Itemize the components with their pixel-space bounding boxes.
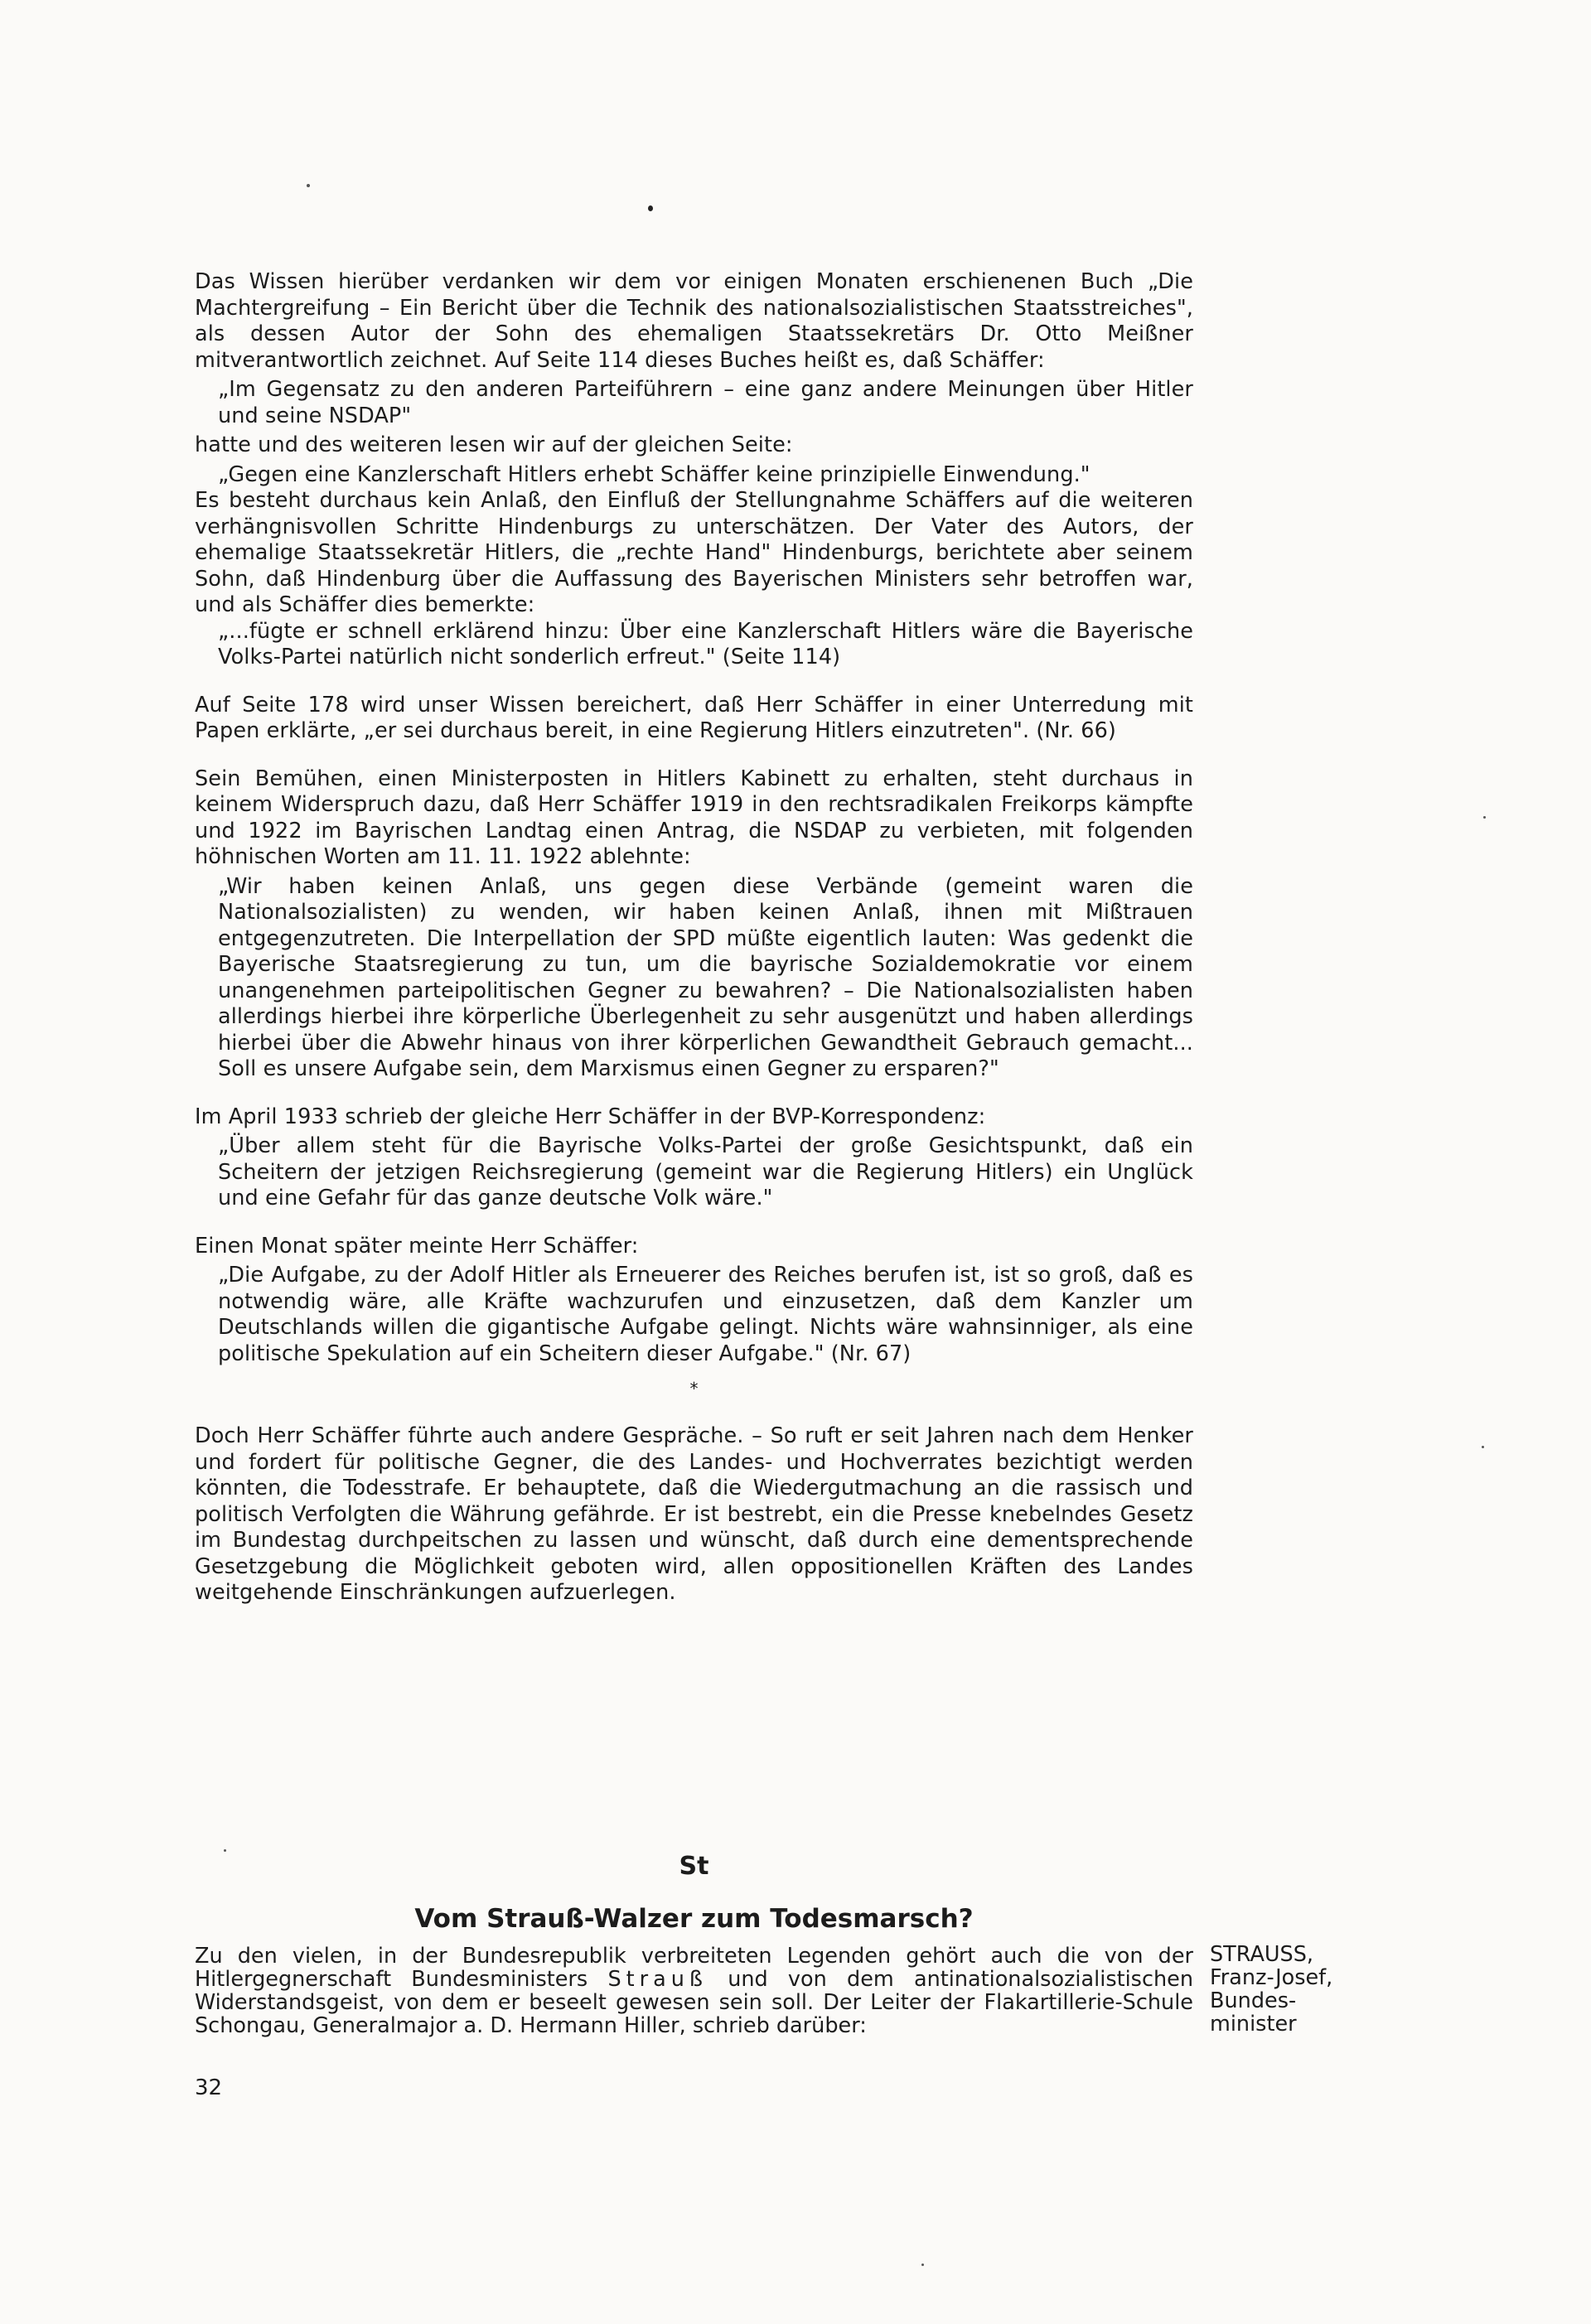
section-text: und von dem antinationalsozialistischen Widerstandsgeist, von dem er beseelt gewesen sein soll. Der Leiter der Flakartillerie-Schule Schongau, Generalmajor a. D. Hermann Hiller, schrieb darüber: bbox=[195, 1967, 1194, 2038]
paragraph: Einen Monat später meinte Herr Schäffer: bbox=[195, 1233, 639, 1259]
highlighted-name: Strauß bbox=[607, 1967, 708, 1992]
section-paragraph bbox=[195, 1945, 1193, 2037]
section-title: Vom Strauß-Walzer zum Todesmarsch? bbox=[414, 1904, 974, 1934]
margin-note-line: Bundes- bbox=[1210, 1988, 1297, 2013]
ink-speck bbox=[921, 2264, 924, 2266]
ink-speck bbox=[1482, 1446, 1484, 1448]
paragraph: Auf Seite 178 wird unser Wissen bereichert, daß Herr Schäffer in einer Unterredung mit Papen erklärte, „er sei durchaus bereit, in eine Regierung Hitlers einzutreten". (Nr. 66) bbox=[195, 692, 1193, 743]
margin-note-line: minister bbox=[1210, 2012, 1297, 2037]
ink-speck bbox=[1483, 816, 1486, 819]
section bbox=[195, 1852, 1193, 2037]
section-letter: St bbox=[679, 1852, 709, 1881]
paragraph: Sein Bemühen, einen Ministerposten in Hitlers Kabinett zu erhalten, steht durchaus in keinem Widerspruch dazu, daß Herr Schäffer 1919 in den rechtsradikalen Freikorps kämpfte und 1922 im Bayrischen Landtag einen Antrag, die NSDAP zu verbieten, mit folgenden höhnischen Worten am 11. 11. 1922 ablehnte: bbox=[195, 766, 1193, 869]
paragraph: Doch Herr Schäffer führte auch andere Gespräche. – So ruft er seit Jahren nach dem Henker und fordert für politische Gegner, die des Landes- und Hochverrates bezichtigt werden könnten, die Todesstrafe. Er behauptete, daß die Wiedergutmachung an die rassisch und politisch Verfolgten die Währung gefährde. Er ist bestrebt, ein die Presse knebelndes Gesetz im Bundestag durchpeitschen zu lassen und wünscht, daß durch eine dementsprechende Gesetzgebung die Möglichkeit geboten wird, allen oppositionellen Kräften des Landes weitgehende Einschränkungen aufzuerlegen. bbox=[195, 1423, 1193, 1605]
paragraph: Im April 1933 schrieb der gleiche Herr Schäffer in der BVP-Korrespondenz: bbox=[195, 1104, 986, 1129]
paragraph: Das Wissen hierüber verdanken wir dem vor einigen Monaten erschienenen Buch „Die Machtergreifung – Ein Bericht über die Technik des nationalsozialistischen Staatsstreiches", als dessen Autor der Sohn des ehemaligen Staatssekretärs Dr. Otto Meißner mitverantwortlich zeichnet. Auf Seite 114 dieses Buches heißt es, daß Schäffer: bbox=[195, 269, 1193, 373]
paragraph: hatte und des weiteren lesen wir auf der gleichen Seite: bbox=[195, 432, 793, 457]
main-text bbox=[195, 269, 1193, 1607]
ink-mark bbox=[648, 205, 653, 211]
margin-note-line: Franz-Josef, bbox=[1210, 1965, 1333, 1990]
section-separator: * bbox=[689, 1379, 699, 1399]
margin-note bbox=[1210, 1943, 1342, 2036]
quote: „Wir haben keinen Anlaß, uns gegen diese Verbände (gemeint waren die Nationalsozialisten) zu wenden, wir haben keinen Anlaß, ihnen mit Mißtrauen entgegenzutreten. Die Interpellation der SPD müßte eigentlich lauten: Was gedenkt die Bayerische Staatsregierung zu tun, um die bayrische Sozialdemokratie vor einem unangenehmen parteipolitischen Gegner zu bewahren? – Die Nationalsozialisten haben allerdings hierbei ihre körperliche Überlegenheit zu sehr ausgenützt und haben allerdings hierbei über die Abwehr hinaus von ihrer körperlichen Gewandtheit Gebrauch gemacht... Soll es unsere Aufgabe sein, dem Marxismus einen Gegner zu ersparen?" bbox=[218, 873, 1193, 1081]
section-text: Zu den vielen, in der Bundesrepublik verbreiteten Legenden gehört auch die von der Hitlergegnerschaft Bundesministers bbox=[195, 1944, 1193, 1992]
quote: „...fügte er schnell erklärend hinzu: Über eine Kanzlerschaft Hitlers wäre die Bayerische Volks-Partei natürlich nicht sonderlich erfreut." (Seite 114) bbox=[218, 618, 1193, 669]
quote: „Die Aufgabe, zu der Adolf Hitler als Erneuerer des Reiches berufen ist, ist so groß, daß es notwendig wäre, alle Kräfte wachzurufen und einzusetzen, daß dem Kanzler um Deutschlands willen die gigantische Aufgabe gelingt. Nichts wäre wahnsinniger, als eine politische Spekulation auf ein Scheitern dieser Aufgabe." (Nr. 67) bbox=[218, 1263, 1193, 1366]
margin-note-line: STRAUSS, bbox=[1210, 1942, 1314, 1967]
ink-speck bbox=[307, 184, 310, 187]
paragraph: Es besteht durchaus kein Anlaß, den Einfluß der Stellungnahme Schäffers auf die weiteren verhängnisvollen Schritte Hindenburgs zu unterschätzen. Der Vater des Autors, der ehemalige Staatssekretär Hitlers, die „rechte Hand" Hindenburgs, berichtete aber seinem Sohn, daß Hindenburg über die Auffassung des Bayerischen Ministers sehr betroffen war, und als Schäffer dies bemerkte: bbox=[195, 488, 1193, 617]
quote: „Über allem steht für die Bayrische Volks-Partei der große Gesichtspunkt, daß ein Scheitern der jetzigen Reichsregierung (gemeint war die Regierung Hitlers) ein Unglück und eine Gefahr für das ganze deutsche Volk wäre." bbox=[218, 1133, 1193, 1210]
quote: „Im Gegensatz zu den anderen Parteiführern – eine ganz andere Meinungen über Hitler und seine NSDAP" bbox=[218, 377, 1193, 428]
quote: „Gegen eine Kanzlerschaft Hitlers erhebt Schäffer keine prinzipielle Einwendung." bbox=[218, 461, 1090, 487]
page-number: 32 bbox=[195, 2075, 223, 2100]
